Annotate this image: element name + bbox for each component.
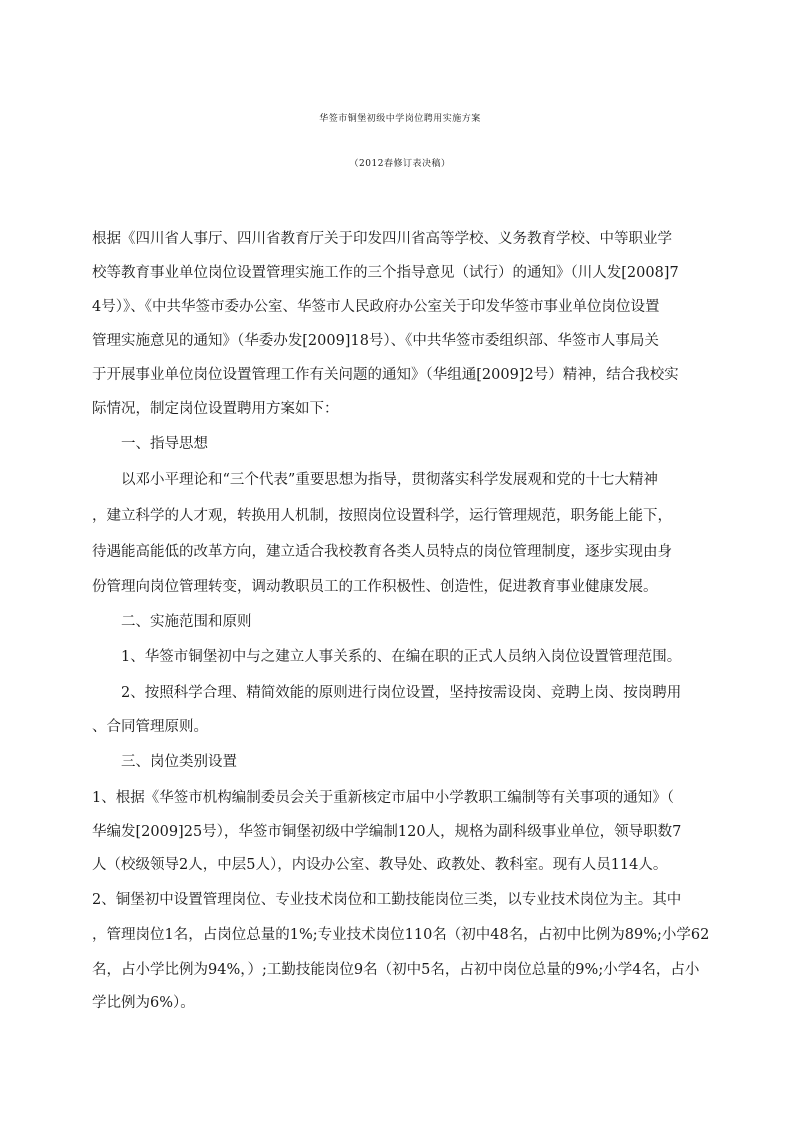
paragraph-line: 人（校级领导2人，中层5人），内设办公室、教导处、政教处、教科室。现有人员114人。 <box>92 857 668 873</box>
paragraph-line: 学比例为6%）。 <box>92 995 195 1011</box>
paragraph-line: ，管理岗位1名，占岗位总量的1%;专业技术岗位110名（初中48名，占初中比例为89%;小学62 <box>92 927 710 943</box>
paragraph-line: 华编发[2009]25号），华签市铜堡初级中学编制120人，规格为副科级事业单位，领导职数7 <box>92 824 682 840</box>
document-subtitle: （2012春修订表决稿） <box>349 159 451 169</box>
paragraph-line: 于开展事业单位岗位设置管理工作有关问题的通知》（华组通[2009]2号）精神，结合我校实 <box>92 367 679 383</box>
paragraph-line: 管理实施意见的通知》（华委办发[2009]18号）、《中共华签市委组织部、华签市人事局关 <box>92 333 659 349</box>
section-heading: 一、指导思想 <box>121 436 208 452</box>
paragraph-line: 份管理向岗位管理转变，调动教职员工的工作积极性、创造性，促进教育事业健康发展。 <box>92 579 658 595</box>
paragraph-line: ，建立科学的人才观，转换用人机制，按照岗位设置科学，运行管理规范，职务能上能下， <box>92 508 672 524</box>
paragraph-line: 4号）》、《中共华签市委办公室、华签市人民政府办公室关于印发华签市事业单位岗位设置 <box>92 299 660 315</box>
section-heading: 三、岗位类别设置 <box>121 754 237 770</box>
paragraph-line: 1、根据《华签市机构编制委员会关于重新核定市届中小学教职工编制等有关事项的通知》（ <box>92 790 674 806</box>
document-title: 华签市铜堡初级中学岗位聘用实施方案 <box>319 114 481 124</box>
paragraph-line: 校等教育事业单位岗位设置管理实施工作的三个指导意见（试行）的通知》（川人发[2008]7 <box>92 265 679 281</box>
paragraph-line: 、合同管理原则。 <box>92 719 208 735</box>
paragraph-line: 待遇能高能低的改革方向，建立适合我校教育各类人员特点的岗位管理制度，逐步实现由身 <box>92 544 672 560</box>
paragraph-line: 2、按照科学合理、精简效能的原则进行岗位设置，坚持按需设岗、竞聘上岗、按岗聘用 <box>121 685 682 701</box>
section-heading: 二、实施范围和原则 <box>121 614 252 630</box>
paragraph-line: 以邓小平理论和“三个代表”重要思想为指导，贯彻落实科学发展观和党的十七大精神 <box>121 472 658 488</box>
paragraph-line: 根据《四川省人事厅、四川省教育厅关于印发四川省高等学校、义务教育学校、中等职业学 <box>92 231 672 247</box>
paragraph-line: 名，占小学比例为94%，）;工勤技能岗位9名（初中5名，占初中岗位总量的9%;小学4名，占小 <box>92 962 700 978</box>
paragraph-line: 2、铜堡初中设置管理岗位、专业技术岗位和工勤技能岗位三类，以专业技术岗位为主。其中 <box>92 892 682 908</box>
paragraph-line: 1、华签市铜堡初中与之建立人事关系的、在编在职的正式人员纳入岗位设置管理范围。 <box>121 649 682 665</box>
paragraph-line: 际情况，制定岗位设置聘用方案如下： <box>92 401 339 417</box>
